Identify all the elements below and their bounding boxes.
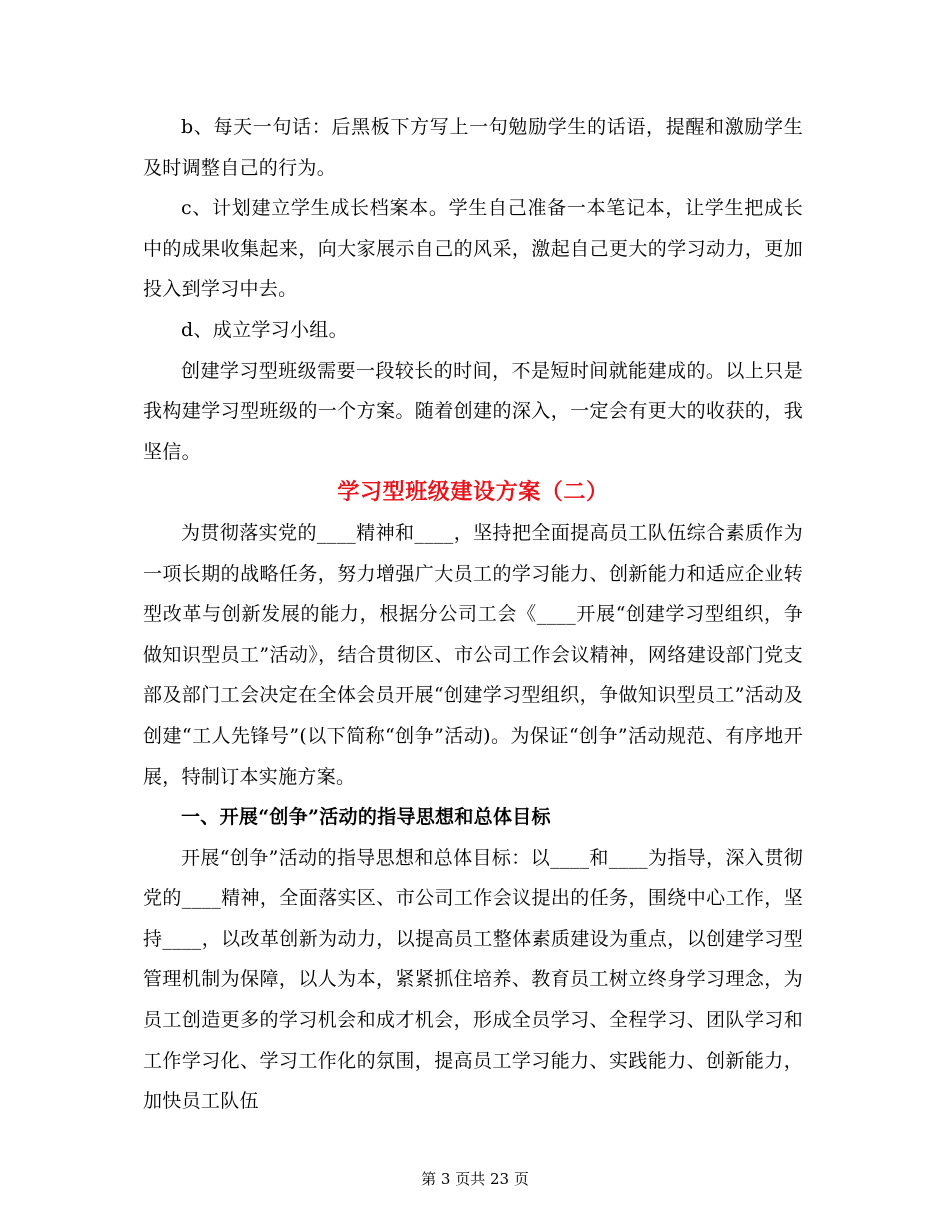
paragraph-section1: 开展“创争”活动的指导思想和总体目标：以____和____为指导，深入贯彻党的____精神，全面落实区、市公司工作会议提出的任务，围绕中心工作，坚持____，以改革创新为动力，以提高员工整体素质建设为重点，以创建学习型管理机制为保障，以人为本，紧紧抓住培养、教育员工树立终身学习理念，为员工创造更多的学习机会和成才机会，形成全员学习、全程学习、团队学习和工作学习化、学习工作化的氛围，提高员工学习能力、实践能力、创新能力，加快员工队伍 (143, 846, 803, 1113)
paragraph-d: d、成立学习小组。 (181, 318, 348, 341)
paragraph-intro: 为贯彻落实党的____精神和____，坚持把全面提高员工队伍综合素质作为一项长期的战略任务，努力增强广大员工的学习能力、创新能力和适应企业转型改革与创新发展的能力，根据分公司工会《____开展“创建学习型组织，争做知识型员工”活动》，结合贯彻区、市公司工作会议精神，网络建设部门党支部及部门工会决定在全体会员开展“创建学习型组织，争做知识型员工”活动及创建“工人先锋号”(以下简称“创争”活动)。为保证“创争”活动规范、有序地开展，特制订本实施方案。 (143, 521, 803, 788)
document-body (143, 107, 803, 1122)
paragraph-c: c、计划建立学生成长档案本。学生自己准备一本笔记本，让学生把成长中的成果收集起来，向大家展示自己的风采，激起自己更大的学习动力，更加投入到学习中去。 (143, 197, 803, 301)
paragraph-b: b、每天一句话：后黑板下方写上一句勉励学生的话语，提醒和激励学生及时调整自己的行为。 (143, 116, 803, 179)
paragraph-conclusion: 创建学习型班级需要一段较长的时间，不是短时间就能建成的。以上只是我构建学习型班级的一个方案。随着创建的深入，一定会有更大的收获的，我坚信。 (143, 359, 803, 463)
document-title: 学习型班级建设方案（二） (337, 479, 609, 506)
section-heading-1: 一、开展“创争”活动的指导思想和总体目标 (181, 806, 551, 829)
page-footer: 第 3 页共 23 页 (421, 1170, 529, 1188)
